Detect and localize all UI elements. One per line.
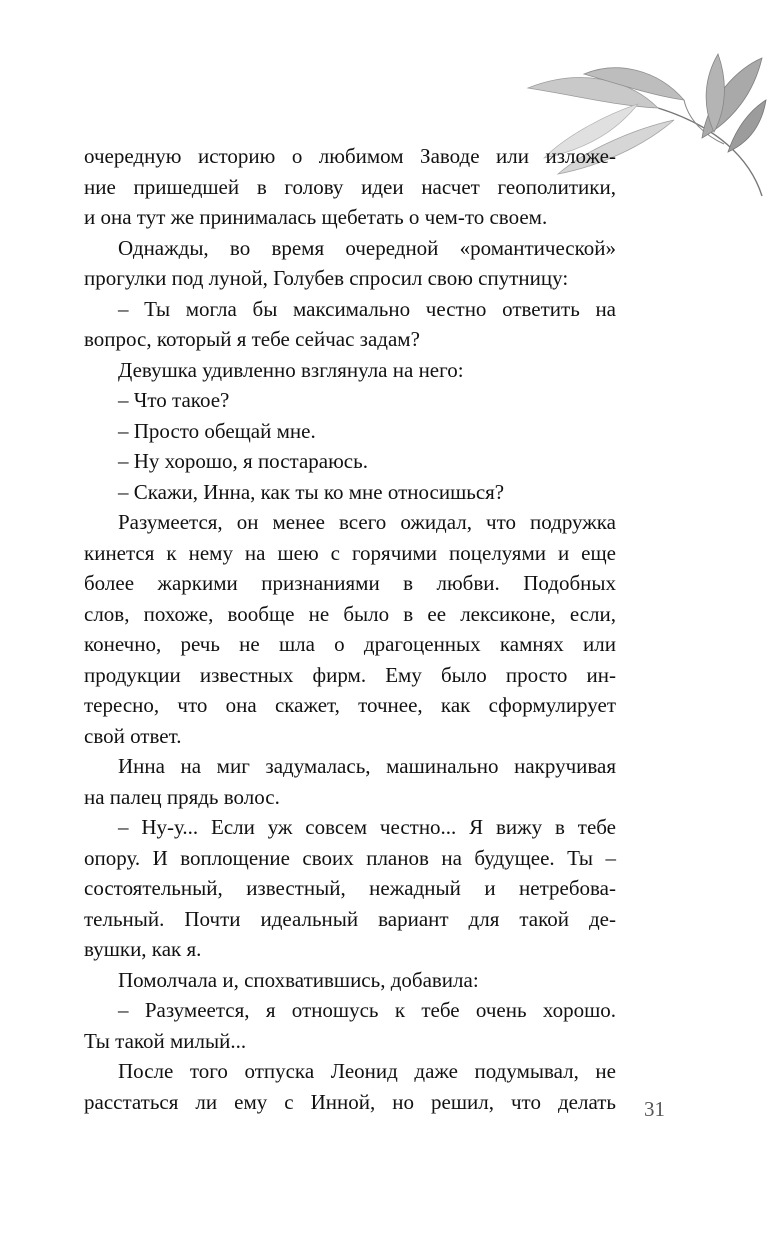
text-line: конечно, речь не шла о драгоценных камнях или bbox=[84, 632, 616, 656]
text-line: тельный. Почти идеальный вариант для такой де- bbox=[84, 906, 616, 931]
text-line: – Скажи, Инна, как ты ко мне относишься? bbox=[118, 479, 505, 504]
text-line: Ты такой милый... bbox=[84, 1028, 247, 1053]
text-line: продукции известных фирм. Ему было просто ин- bbox=[84, 662, 616, 687]
text-line: ние пришедшей в голову идеи насчет геополитики, bbox=[84, 174, 616, 199]
text-line: слов, похоже, вообще не было в ее лексиконе, если, bbox=[84, 601, 616, 626]
text-line: – Ну хорошо, я постараюсь. bbox=[118, 449, 368, 473]
text-line: Девушка удивленно взглянула на него: bbox=[118, 357, 464, 382]
text-line: вушки, как я. bbox=[84, 937, 202, 961]
text-line: расстаться ли ему с Инной, но решил, что делать bbox=[84, 1089, 616, 1114]
text-line: прогулки под луной, Голубев спросил свою спутницу: bbox=[84, 266, 569, 290]
text-line: на палец прядь волос. bbox=[84, 784, 280, 809]
text-line: свой ответ. bbox=[84, 723, 182, 748]
page-number: 31 bbox=[644, 1097, 665, 1121]
text-line: более жаркими признаниями в любви. Подобных bbox=[84, 571, 616, 595]
text-line: опору. И воплощение своих планов на будущее. Ты – bbox=[84, 845, 616, 870]
text-line: очередную историю о любимом Заводе или изложе- bbox=[84, 144, 616, 168]
text-line: Разумеется, он менее всего ожидал, что подружка bbox=[118, 510, 616, 534]
text-line: и она тут же принималась щебетать о чем-то своем. bbox=[84, 205, 548, 229]
text-line: вопрос, который я тебе сейчас задам? bbox=[84, 327, 420, 351]
text-line: Инна на миг задумалась, машинально накручивая bbox=[118, 754, 616, 778]
text-line: – Ты могла бы максимально честно ответить на bbox=[118, 296, 616, 321]
text-line: Помолчала и, спохватившись, добавила: bbox=[118, 967, 479, 992]
text-line: – Что такое? bbox=[118, 388, 230, 412]
text-line: – Разумеется, я отношусь к тебе очень хорошо. bbox=[118, 998, 616, 1022]
text-line: – Просто обещай мне. bbox=[118, 418, 316, 443]
text-line: После того отпуска Леонид даже подумывал, не bbox=[118, 1059, 616, 1083]
body-text bbox=[84, 141, 616, 1117]
text-line: состоятельный, известный, нежадный и нетребова- bbox=[84, 876, 616, 900]
text-line: тересно, что она скажет, точнее, как сформулирует bbox=[84, 693, 616, 717]
text-line: Однажды, во время очередной «романтической» bbox=[118, 235, 616, 260]
text-line: кинется к нему на шею с горячими поцелуями и еще bbox=[84, 540, 616, 565]
text-line: – Ну-у... Если уж совсем честно... Я вижу в тебе bbox=[118, 815, 616, 839]
